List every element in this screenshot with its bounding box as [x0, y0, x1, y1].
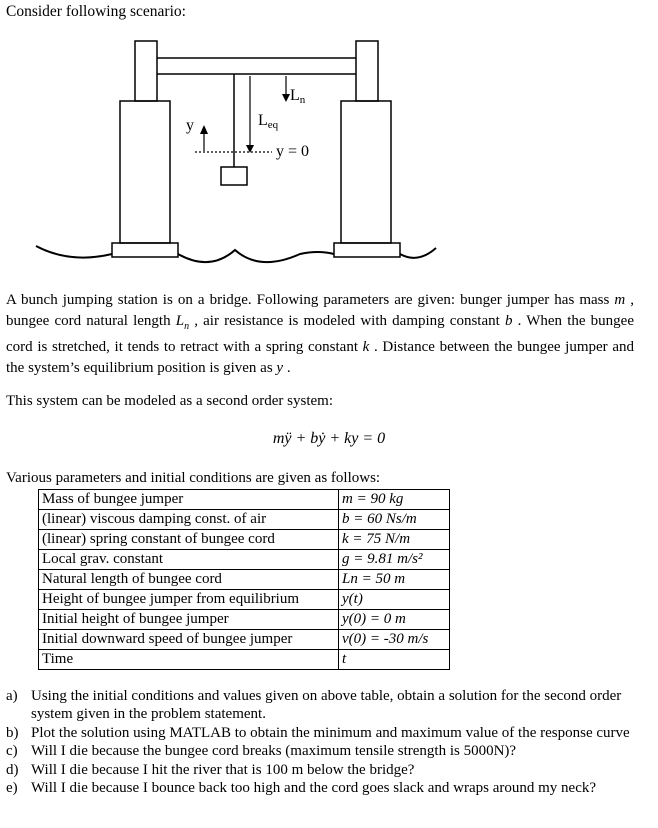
param-name: (linear) viscous damping const. of air — [39, 510, 339, 530]
param-name: Height of bungee jumper from equilibrium — [39, 590, 339, 610]
param-name: (linear) spring constant of bungee cord — [39, 530, 339, 550]
question-label: a) — [6, 688, 18, 704]
param-name: Local grav. constant — [39, 550, 339, 570]
page-title: Consider following scenario: — [6, 3, 186, 20]
y0-label: y = 0 — [276, 143, 310, 160]
param-value: m = 90 kg — [339, 490, 450, 510]
question-label: b) — [6, 724, 19, 741]
table-row — [39, 550, 450, 570]
param-value: b = 60 Ns/m — [339, 510, 450, 530]
ln-label: Ln — [290, 87, 306, 106]
question-label: e) — [6, 780, 18, 797]
param-name: Time — [39, 650, 339, 670]
question-item — [6, 761, 646, 779]
param-value: Ln = 50 m — [339, 570, 450, 590]
question-text: Using the initial conditions and values given on above table, obtain a solution for the second order system given in the problem statement. — [31, 688, 622, 723]
table-row — [39, 530, 450, 550]
model-intro: This system can be modeled as a second order system: — [6, 393, 333, 409]
param-name: Initial height of bungee jumper — [39, 610, 339, 630]
table-row — [39, 590, 450, 610]
table-row — [39, 490, 450, 510]
param-value: t — [339, 650, 450, 670]
question-item — [6, 724, 646, 742]
question-item — [6, 687, 646, 724]
table-intro: Various parameters and initial conditions are given as follows: — [6, 470, 381, 486]
param-value: v(0) = -30 m/s — [339, 630, 450, 650]
param-name: Initial downward speed of bungee jumper — [39, 630, 339, 650]
table-row — [39, 570, 450, 590]
param-value: y(t) — [339, 590, 450, 610]
question-item — [6, 779, 646, 797]
bridge-deck — [157, 58, 356, 74]
question-text: Plot the solution using MATLAB to obtain the minimum and maximum value of the response curve — [31, 724, 630, 741]
table-row — [39, 510, 450, 530]
param-name: Natural length of bungee cord — [39, 570, 339, 590]
question-label: d) — [6, 761, 19, 778]
jumper-box — [221, 167, 247, 185]
param-value: g = 9.81 m/s² — [339, 550, 450, 570]
table-row — [39, 630, 450, 650]
scenario-paragraph: A bunch jumping station is on a bridge. Following parameters are given: bunger jumper has mass m , bungee cord natural length $L_n$ , air resistance is modeled with damping constant b . When the bungee cord is stretched, it tends to retract with a spring constant k . Distance between the bungee jumper and the system’s equilibrium position is given as y . — [6, 292, 635, 376]
differential-equation: mÿ + bẏ + ky = 0 — [272, 430, 386, 447]
question-label: c) — [6, 743, 18, 760]
param-name: Mass of bungee jumper — [39, 490, 339, 510]
leq-label: Leq — [258, 112, 279, 131]
table-row — [39, 650, 450, 670]
question-text: Will I die because the bungee cord breaks (maximum tensile strength is 5000N)? — [31, 743, 517, 760]
question-text: Will I die because I bounce back too high and the cord goes slack and wraps around my neck? — [31, 780, 597, 797]
question-item — [6, 742, 646, 760]
table-row — [39, 610, 450, 630]
param-value: k = 75 N/m — [339, 530, 450, 550]
parameters-table — [38, 489, 450, 670]
y-label: y — [186, 117, 194, 134]
river-waves — [36, 246, 436, 262]
questions-list — [6, 687, 646, 797]
param-value: y(0) = 0 m — [339, 610, 450, 630]
bungee-diagram — [0, 28, 658, 290]
question-text: Will I die because I hit the river that is 100 m below the bridge? — [31, 761, 415, 778]
